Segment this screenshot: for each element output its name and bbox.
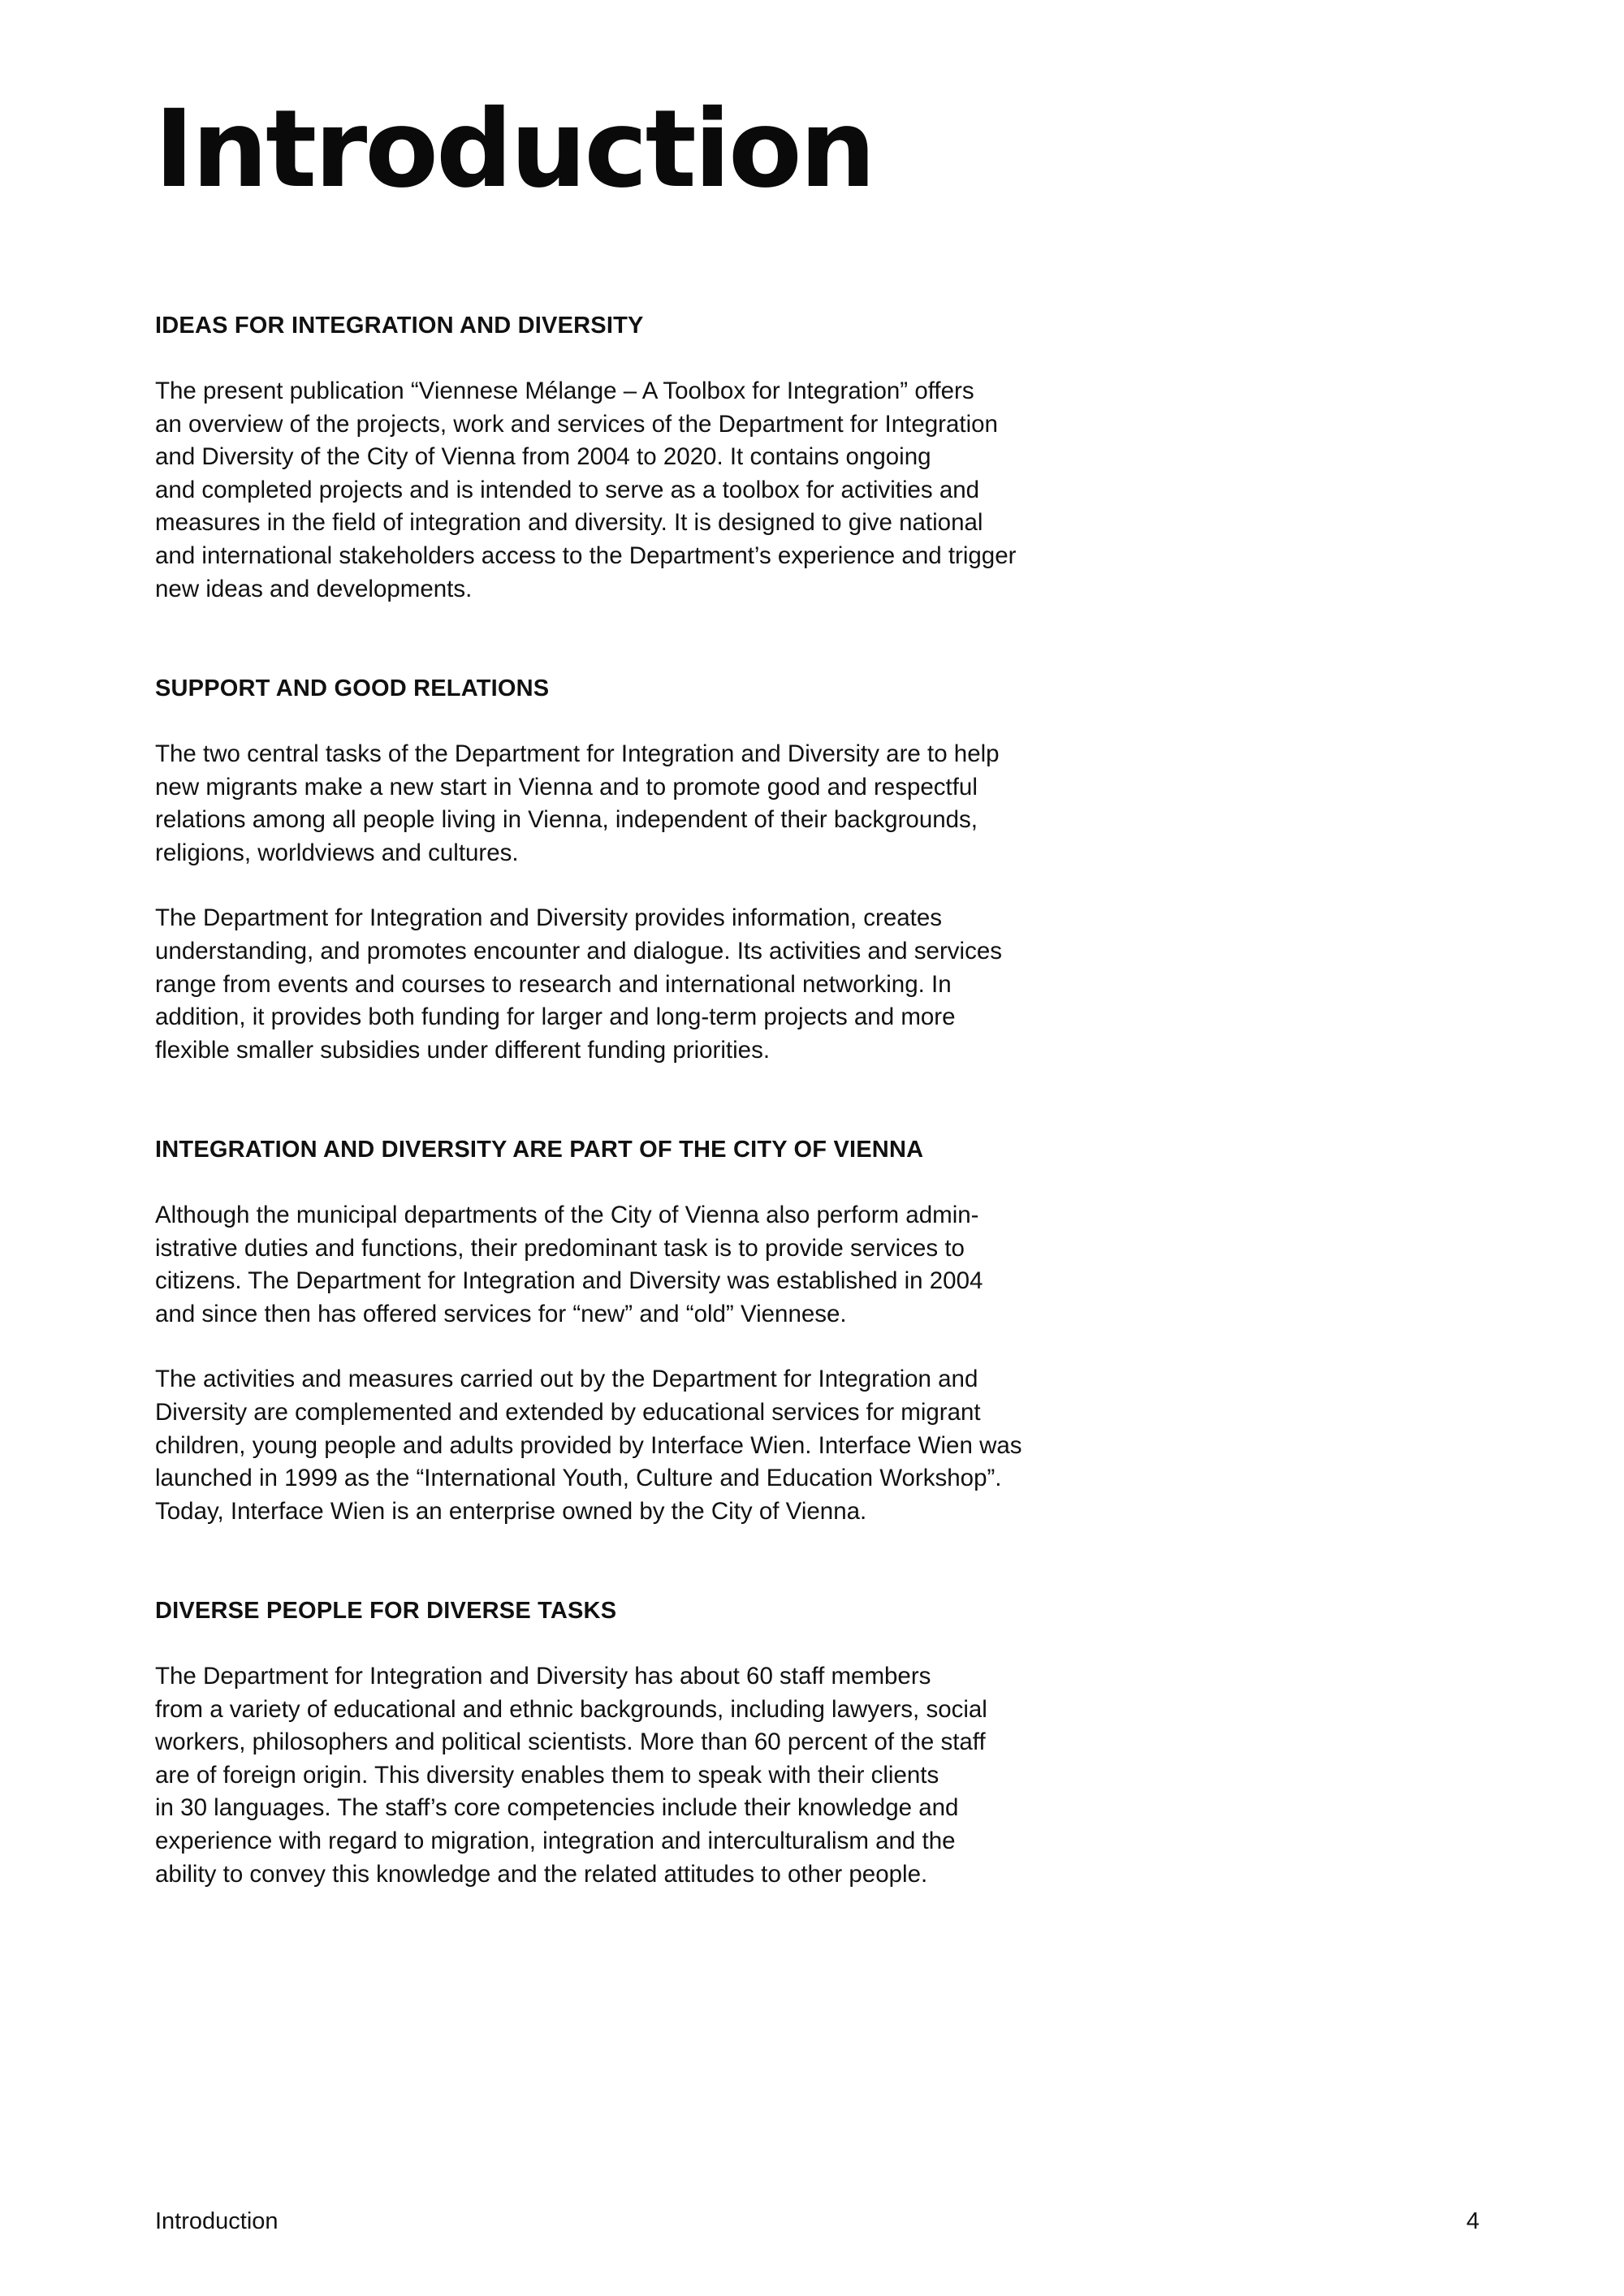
page-title: Introduction xyxy=(154,87,874,212)
section-support-and-good-relations xyxy=(155,672,1056,1067)
body-paragraph: The present publication “Viennese Mélange – A Toolbox for Integration” offers an overview of the projects, work and services of the Department for Integration and Diversity of the City of Vienna from 2004 to 2020. It contains ongoing and completed projects and is intended to serve as a toolbox for activities and measures in the field of integration and diversity. It is designed to give national and international stakeholders access to the Department’s experience and trigger new ideas and developments. xyxy=(155,378,1017,602)
body-paragraph: Although the municipal departments of the City of Vienna also perform admin- istrative duties and functions, their predominant task is to provide services to citizens. The Department for Integration and Diversity was established in 2004 and since then has offered services for “new” and “old” Viennese. xyxy=(155,1202,983,1327)
section-heading: DIVERSE PEOPLE FOR DIVERSE TASKS xyxy=(155,1598,617,1624)
footer-section-label: Introduction xyxy=(155,2208,279,2234)
body-paragraph: The Department for Integration and Diversity has about 60 staff members from a variety of educational and ethnic backgrounds, including lawyers, social workers, philosophers and political scientists. More than 60 percent of the staff are of foreign origin. This diversity enables them to speak with their clients in 30 languages. The staff’s core competencies include their knowledge and experience with regard to migration, integration and interculturalism and the ability to convey this knowledge and the related attitudes to other people. xyxy=(155,1663,987,1888)
section-integration-part-of-city xyxy=(155,1133,1056,1528)
section-diverse-people xyxy=(155,1595,1056,1891)
section-heading: IDEAS FOR INTEGRATION AND DIVERSITY xyxy=(155,313,644,339)
section-heading: SUPPORT AND GOOD RELATIONS xyxy=(155,675,550,701)
footer-page-number: 4 xyxy=(1466,2208,1479,2234)
body-paragraph: The activities and measures carried out by the Department for Integration and Diversity are complemented and extended by educational services for migrant children, young people and adults provided by Interface Wien. Interface Wien was launched in 1999 as the “International Youth, Culture and Education Workshop”. Today, Interface Wien is an enterprise owned by the City of Vienna. xyxy=(155,1366,1022,1525)
section-ideas-for-integration xyxy=(155,309,1056,606)
body-paragraph: The Department for Integration and Diversity provides information, creates understanding, and promotes encounter and dialogue. Its activities and services range from events and courses to research and international networking. In addition, it provides both funding for larger and long-term projects and more flexible smaller subsidies under different funding priorities. xyxy=(155,904,1002,1064)
section-heading: INTEGRATION AND DIVERSITY ARE PART OF THE CITY OF VIENNA xyxy=(155,1137,924,1163)
body-paragraph: The two central tasks of the Department for Integration and Diversity are to help new migrants make a new start in Vienna and to promote good and respectful relations among all people living in Vienna, independent of their backgrounds, religions, worldviews and cultures. xyxy=(155,740,1000,866)
